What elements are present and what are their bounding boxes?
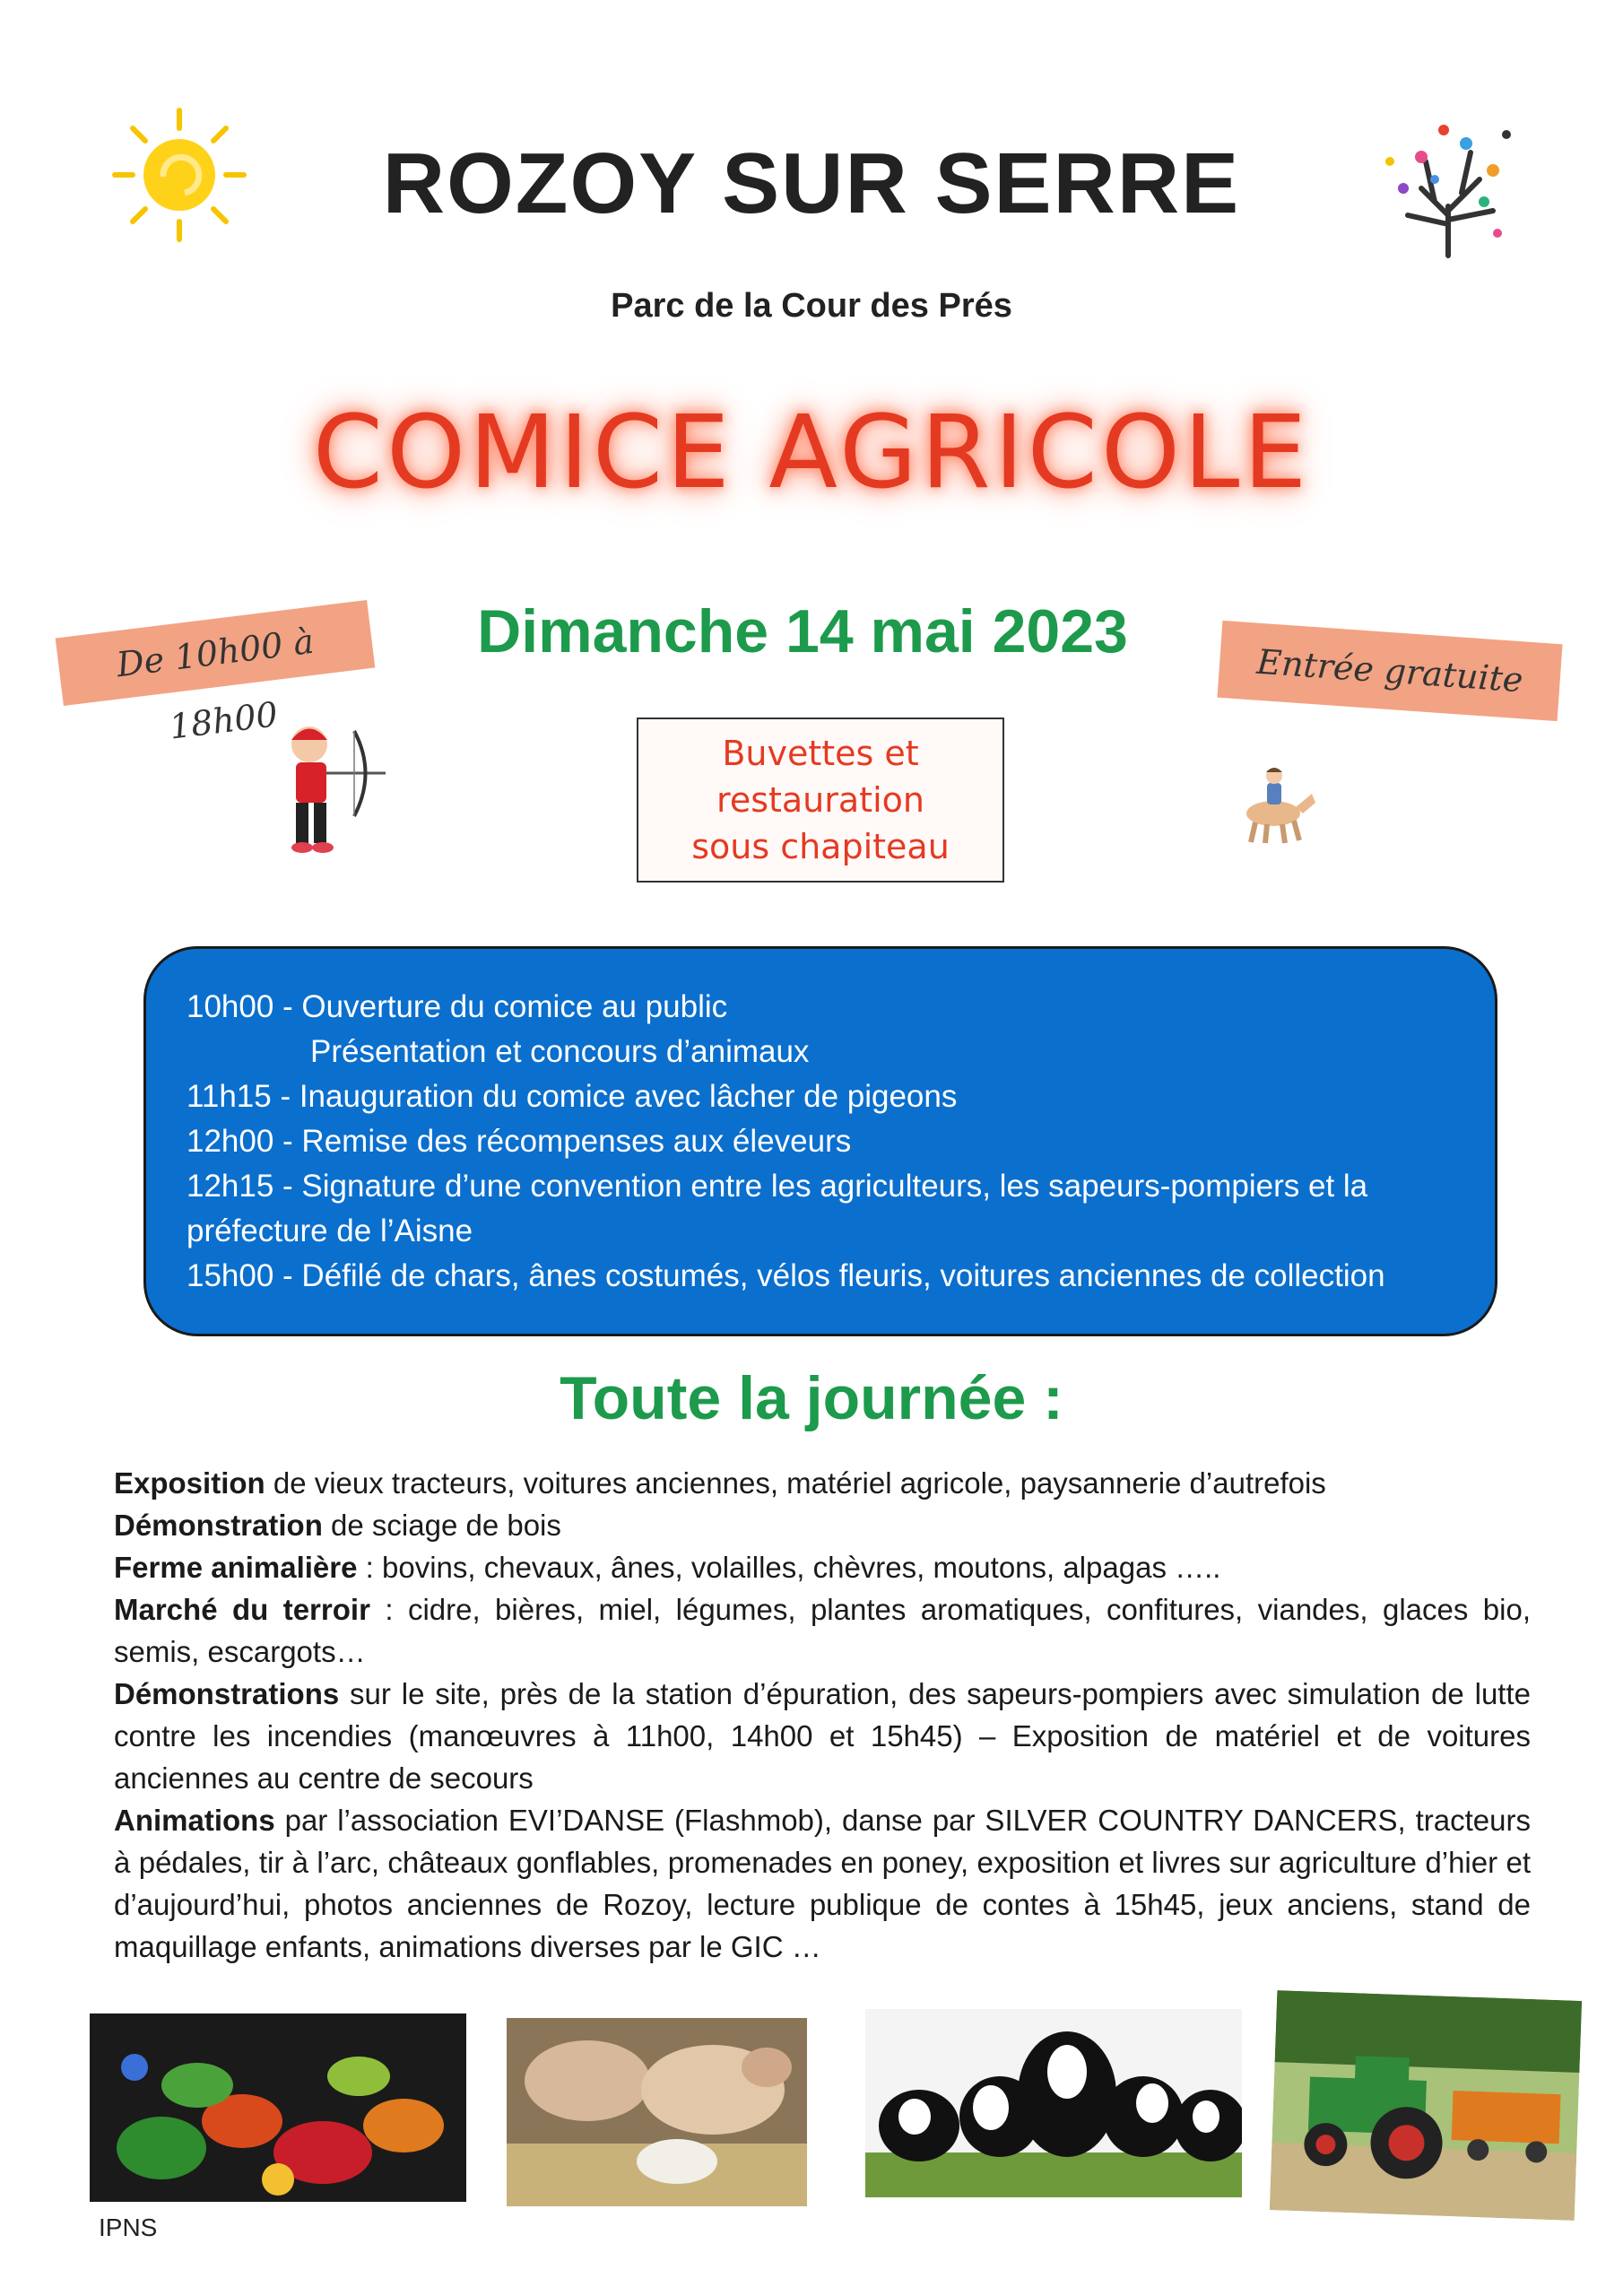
sun-icon [108, 103, 251, 247]
food-line-1: Buvettes et [722, 734, 919, 773]
schedule-item: Présentation et concours d’animaux [310, 1034, 810, 1069]
location-subtitle: Parc de la Cour des Prés [611, 287, 1012, 325]
butterfly-tree-icon [1372, 108, 1524, 260]
activity-item [114, 1673, 1531, 1799]
schedule-item: préfecture de l’Aisne [187, 1213, 473, 1248]
activity-text: : bovins, chevaux, ânes, volailles, chèvres, moutons, alpagas ….. [357, 1551, 1221, 1584]
tractor-photo [1270, 1990, 1582, 2221]
activity-item [114, 1799, 1531, 1968]
activity-label: Animations [114, 1804, 275, 1837]
schedule-item: 10h00 - Ouverture du comice au public [187, 989, 728, 1024]
event-date: Dimanche 14 mai 2023 [477, 597, 1128, 665]
archer-child-icon [269, 718, 395, 861]
hours-tag: De 10h00 à 18h00 [56, 600, 376, 706]
schedule-item: 12h00 - Remise des récompenses aux éleveurs [187, 1124, 852, 1159]
activity-item [114, 1546, 1531, 1588]
activity-item [114, 1588, 1531, 1673]
activity-label: Marché du terroir [114, 1593, 370, 1626]
pony-rider-icon [1224, 758, 1323, 848]
activity-text: : cidre, bières, miel, légumes, plantes aromatiques, confitures, viandes, glaces bio, semis, escargots… [114, 1593, 1532, 1668]
activity-text: de vieux tracteurs, voitures anciennes, matériel agricole, paysannerie d’autrefois [265, 1466, 1326, 1500]
schedule-item: 12h15 - Signature d’une convention entre les agriculteurs, les sapeurs-pompiers et la [187, 1169, 1368, 1204]
event-name: COMICE AGRICOLE [312, 395, 1311, 511]
page-title: ROZOY SUR SERRE [382, 135, 1241, 231]
activity-text: de sciage de bois [322, 1509, 561, 1542]
activity-label: Ferme animalière [114, 1551, 358, 1584]
footer-ipns: IPNS [99, 2213, 158, 2241]
program-schedule [143, 946, 1497, 1336]
activity-text: par l’association EVI’DANSE (Flashmob), danse par SILVER COUNTRY DANCERS, tracteurs à pédales, tir à l’arc, châteaux gonflables, promenades en poney, exposition et livres sur agriculture d’hier et d’aujourd’hui, photos anciennes de Rozoy, lecture publique de contes à 15h45, jeux anciens, stand de maquillage enfants, animations diverses par le GIC … [114, 1804, 1531, 1963]
free-entry-tag: Entrée gratuite [1217, 621, 1562, 721]
sheep-photo [507, 2018, 807, 2206]
schedule-item: 15h00 - Défilé de chars, ânes costumés, vélos fleuris, voitures anciennes de collection [187, 1258, 1385, 1293]
schedule-item: 11h15 - Inauguration du comice avec lâcher de pigeons [187, 1079, 958, 1114]
food-info-box [637, 718, 1004, 883]
activity-label: Démonstrations [114, 1677, 340, 1710]
all-day-heading: Toute la journée : [560, 1364, 1063, 1432]
activity-text: sur le site, près de la station d’épuration, des sapeurs-pompiers avec simulation de lutte contre les incendies (manœuvres à 11h00, 14h00 et 15h45) – Exposition de matériel et de voitures anciennes au centre de secours [114, 1677, 1531, 1795]
activity-item [114, 1504, 1531, 1546]
food-line-2: restauration [716, 780, 924, 820]
activity-item [114, 1462, 1531, 1504]
cows-photo [865, 2009, 1242, 2197]
vegetables-photo [90, 2013, 466, 2202]
activity-label: Exposition [114, 1466, 265, 1500]
activity-label: Démonstration [114, 1509, 323, 1542]
food-line-3: sous chapiteau [691, 827, 950, 866]
activities-list [114, 1462, 1531, 1968]
